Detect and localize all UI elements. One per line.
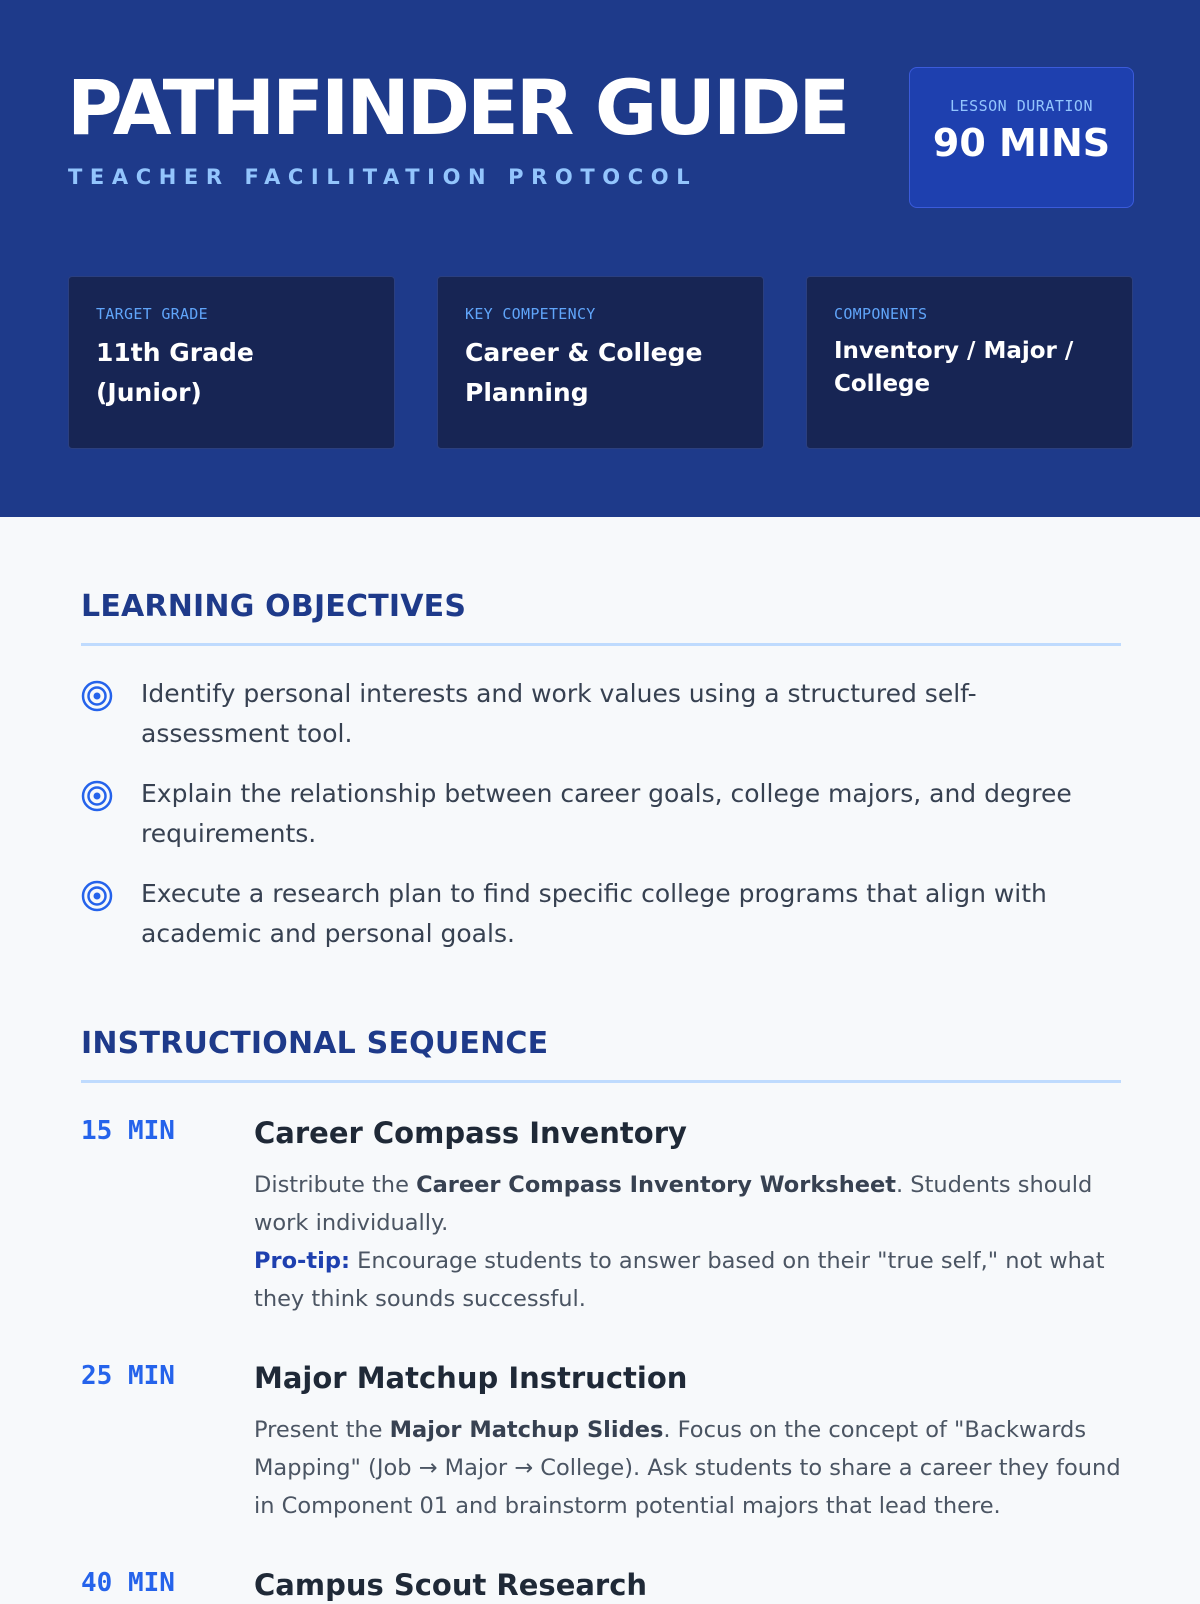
target-icon <box>81 680 113 712</box>
card-label: TARGET GRADE <box>96 305 208 323</box>
objective-text: Execute a research plan to find specific college programs that align with academic and personal goals. <box>141 879 1047 948</box>
page-title: PATHFINDER GUIDE <box>67 63 848 152</box>
divider <box>81 643 1121 646</box>
card-value: 11th Grade (Junior) <box>96 338 254 407</box>
card-label: COMPONENTS <box>834 305 928 323</box>
step-title: Major Matchup Instruction <box>254 1361 688 1395</box>
section-heading-objectives: LEARNING OBJECTIVES <box>81 589 467 624</box>
step-title: Career Compass Inventory <box>254 1116 687 1150</box>
page-subtitle: TEACHER FACILITATION PROTOCOL <box>68 165 698 189</box>
material-name: Major Matchup Slides <box>389 1417 664 1443</box>
card-value: Career & College Planning <box>465 338 703 407</box>
step-description: Present the Major Matchup Slides. Focus on the concept of "Backwards Mapping" (Job → Major → College). Ask students to share a career they found in Component 01 and brainstorm potential majors that lead there. <box>254 1417 1121 1519</box>
card-value: Inventory / Major / College <box>834 338 1074 397</box>
objective-text: Explain the relationship between career goals, college majors, and degree requirements. <box>141 779 1072 848</box>
header-banner <box>0 0 1200 517</box>
step-time: 15 MIN <box>81 1116 175 1146</box>
card-target-grade <box>68 276 395 449</box>
material-name: Career Compass Inventory Worksheet <box>416 1172 896 1198</box>
step-title: Campus Scout Research <box>254 1568 648 1602</box>
step-time: 25 MIN <box>81 1361 175 1391</box>
pro-tip-label: Pro-tip: <box>254 1248 350 1274</box>
section-heading-sequence: INSTRUCTIONAL SEQUENCE <box>81 1026 549 1061</box>
duration-label: LESSON DURATION <box>950 97 1093 115</box>
lesson-duration-box <box>909 67 1134 208</box>
card-label: KEY COMPETENCY <box>465 305 596 323</box>
divider <box>81 1080 1121 1083</box>
target-icon <box>81 880 113 912</box>
objective-text: Identify personal interests and work values using a structured self-assessment tool. <box>141 679 977 748</box>
card-key-competency <box>437 276 764 449</box>
step-description: Distribute the Career Compass Inventory Worksheet. Students should work individually. Pro-tip: Encourage students to answer based on their "true self," not what they think sounds successful. <box>254 1172 1105 1312</box>
duration-value: 90 MINS <box>932 121 1111 165</box>
step-time: 40 MIN <box>81 1568 175 1598</box>
target-icon <box>81 780 113 812</box>
card-components <box>806 276 1133 449</box>
